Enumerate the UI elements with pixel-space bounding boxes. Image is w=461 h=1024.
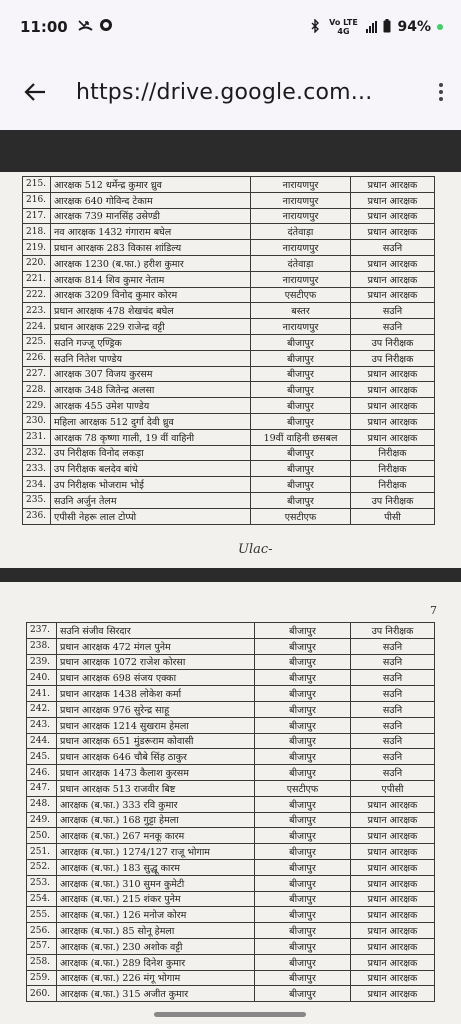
employee-name-cell: सउनि नितेश पाण्डेय [51,350,251,366]
serial-number-cell: 230. [23,413,51,429]
current-posting-cell: बीजापुर [251,413,351,429]
document-page-7 [0,582,461,1024]
page-separator [0,568,461,582]
table-row [27,986,435,1002]
table-row [23,413,435,429]
serial-number-cell: 238. [27,638,57,654]
employee-name-cell: आरक्षक (ब.फा.) 267 मनकू कारम [57,828,255,844]
employee-name-cell: आरक्षक (ब.फा.) 183 सुद्धू कारम [57,859,255,875]
employee-name-cell: आरक्षक (ब.फा.) 310 सुमन कुमेटी [57,875,255,891]
serial-number-cell: 241. [27,686,57,702]
table-row [27,749,435,765]
serial-number-cell: 248. [27,796,57,812]
current-posting-cell: एसटीएफ [251,287,351,303]
bluetooth-icon [311,19,320,36]
new-rank-cell: सउनि [351,749,435,765]
current-posting-cell: बीजापुर [255,828,351,844]
browser-url-bar [0,54,461,130]
serial-number-cell: 252. [27,859,57,875]
new-rank-cell: प्रधान आरक्षक [351,192,435,208]
current-posting-cell: बीजापुर [251,445,351,461]
network-label: Vo LTE 4G [329,18,358,36]
table-row [27,701,435,717]
table-row [27,717,435,733]
current-posting-cell: बीजापुर [251,398,351,414]
page-number: 7 [430,604,437,617]
table-row [27,686,435,702]
battery-icon [383,19,391,36]
serial-number-cell: 237. [27,623,57,639]
employee-name-cell: आरक्षक (ब.फा.) 215 शंकर पुनेम [57,891,255,907]
new-rank-cell: प्रधान आरक्षक [351,429,435,445]
table-row [27,733,435,749]
employee-name-cell: आरक्षक 348 जितेन्द्र अलसा [51,382,251,398]
current-posting-cell: बीजापुर [255,749,351,765]
serial-number-cell: 221. [23,271,51,287]
serial-number-cell: 242. [27,701,57,717]
new-rank-cell: सउनि [351,303,435,319]
table-row [23,366,435,382]
employee-name-cell: सउनि गज्जू एण्ड्रिक [51,334,251,350]
serial-number-cell: 240. [27,670,57,686]
current-posting-cell: 19वीं वाहिनी छसबल [251,429,351,445]
table-row [27,938,435,954]
employee-name-cell: प्रधान आरक्षक 976 सुरेन्द्र साहू [57,701,255,717]
employee-name-cell: आरक्षक (ब.फा.) 126 मनोज कोरम [57,907,255,923]
serial-number-cell: 253. [27,875,57,891]
employee-name-cell: आरक्षक (ब.फा.) 1274/127 राजू भोगाम [57,844,255,860]
employee-name-cell: उप निरीक्षक बलदेव बांधे [51,461,251,477]
serial-number-cell: 219. [23,240,51,256]
new-rank-cell: सउनि [351,717,435,733]
table-row [27,812,435,828]
current-posting-cell: नारायणपुर [251,208,351,224]
table-row [23,208,435,224]
new-rank-cell: प्रधान आरक्षक [351,954,435,970]
new-rank-cell: प्रधान आरक्षक [351,986,435,1002]
serial-number-cell: 258. [27,954,57,970]
table-row [23,382,435,398]
table-row [23,319,435,335]
current-posting-cell: दंतेवाड़ा [251,255,351,271]
current-posting-cell: एसटीएफ [251,508,351,524]
employee-name-cell: प्रधान आरक्षक 651 मुंडरूराम कोवासी [57,733,255,749]
current-posting-cell: नारायणपुर [251,271,351,287]
current-posting-cell: बीजापुर [255,654,351,670]
table-row [27,891,435,907]
employee-name-cell: प्रधान आरक्षक 1438 लोकेश कर्मा [57,686,255,702]
new-rank-cell: निरीक्षक [351,477,435,493]
table-row [27,844,435,860]
current-posting-cell: बीजापुर [251,382,351,398]
serial-number-cell: 223. [23,303,51,319]
employee-name-cell: आरक्षक 814 शिव कुमार नेताम [51,271,251,287]
table-row [27,923,435,939]
serial-number-cell: 247. [27,780,57,796]
new-rank-cell: प्रधान आरक्षक [351,812,435,828]
employee-name-cell: सउनि अर्जुन तेलम [51,492,251,508]
new-rank-cell: प्रधान आरक्षक [351,366,435,382]
table-row [23,287,435,303]
table-row [27,670,435,686]
employee-name-cell: महिला आरक्षक 512 दुर्गा देवी ध्रुव [51,413,251,429]
employee-name-cell: प्रधान आरक्षक 229 राजेन्द्र वट्टी [51,319,251,335]
employee-name-cell: सउनि संजीव सिरदार [57,623,255,639]
new-rank-cell: प्रधान आरक्षक [351,224,435,240]
employee-name-cell: आरक्षक (ब.फा.) 333 रवि कुमार [57,796,255,812]
new-rank-cell: पीसी [351,508,435,524]
serial-number-cell: 229. [23,398,51,414]
table-row [27,970,435,986]
serial-number-cell: 215. [23,177,51,193]
employee-name-cell: नव आरक्षक 1432 गंगाराम बघेल [51,224,251,240]
new-rank-cell: सउनि [351,319,435,335]
current-posting-cell: बीजापुर [255,923,351,939]
employee-name-cell: आरक्षक 512 धर्मेन्द्र कुमार ध्रुव [51,177,251,193]
current-posting-cell: बीजापुर [255,954,351,970]
table-row [27,875,435,891]
new-rank-cell: प्रधान आरक्षक [351,382,435,398]
employee-name-cell: प्रधान आरक्षक 478 शेखचंद बघेल [51,303,251,319]
notification-icons [78,18,113,36]
transfer-table-page-6 [22,176,435,525]
table-row [27,765,435,781]
employee-name-cell: आरक्षक (ब.फा.) 315 अजीत कुमार [57,986,255,1002]
current-posting-cell: बीजापुर [255,970,351,986]
current-posting-cell: नारायणपुर [251,192,351,208]
serial-number-cell: 249. [27,812,57,828]
new-rank-cell: प्रधान आरक्षक [351,287,435,303]
table-row [23,492,435,508]
current-posting-cell: बीजापुर [251,461,351,477]
table-row [27,828,435,844]
table-row [27,654,435,670]
current-posting-cell: बीजापुर [251,366,351,382]
serial-number-cell: 250. [27,828,57,844]
signal-icon [366,21,377,33]
serial-number-cell: 217. [23,208,51,224]
new-rank-cell: प्रधान आरक्षक [351,177,435,193]
table-row [27,623,435,639]
current-posting-cell: बीजापुर [255,623,351,639]
system-status [311,18,443,36]
back-button[interactable] [20,77,50,107]
status-time: 11:00 [20,18,68,36]
employee-name-cell: आरक्षक 3209 विनोद कुमार कोरम [51,287,251,303]
arrow-left-icon [24,82,46,102]
table-row [23,224,435,240]
current-posting-cell: बीजापुर [255,875,351,891]
employee-name-cell: प्रधान आरक्षक 1473 कैलाश कुरसम [57,765,255,781]
employee-name-cell: आरक्षक (ब.फा.) 226 मंगू भोगाम [57,970,255,986]
viewer-toolbar-band [0,130,461,172]
serial-number-cell: 259. [27,970,57,986]
current-posting-cell: बीजापुर [255,891,351,907]
employee-name-cell: प्रधान आरक्षक 1072 राजेश कोरसा [57,654,255,670]
new-rank-cell: सउनि [351,733,435,749]
employee-name-cell: प्रधान आरक्षक 1214 सुखराम हेमला [57,717,255,733]
employee-name-cell: प्रधान आरक्षक 283 विकास शांडिल्य [51,240,251,256]
new-rank-cell: प्रधान आरक्षक [351,796,435,812]
current-posting-cell: बीजापुर [255,733,351,749]
employee-name-cell: आरक्षक 455 उमेश पाण्डेय [51,398,251,414]
current-posting-cell: बीजापुर [251,334,351,350]
table-row [23,477,435,493]
current-posting-cell: बीजापुर [251,350,351,366]
table-row [27,796,435,812]
employee-name-cell: प्रधान आरक्षक 513 राजवीर बिष्ट [57,780,255,796]
table-row [23,177,435,193]
new-rank-cell: प्रधान आरक्षक [351,208,435,224]
more-options-button[interactable] [431,77,451,107]
current-posting-cell: एसटीएफ [255,780,351,796]
table-row [23,429,435,445]
missed-call-icon [78,19,93,36]
employee-name-cell: प्रधान आरक्षक 472 मंगल पुनेम [57,638,255,654]
transfer-table-page-7 [26,622,435,1002]
current-posting-cell: बीजापुर [255,986,351,1002]
serial-number-cell: 228. [23,382,51,398]
serial-number-cell: 220. [23,255,51,271]
new-rank-cell: उप निरीक्षक [351,492,435,508]
serial-number-cell: 233. [23,461,51,477]
new-rank-cell: एपीसी [351,780,435,796]
serial-number-cell: 257. [27,938,57,954]
serial-number-cell: 243. [27,717,57,733]
new-rank-cell: प्रधान आरक्षक [351,938,435,954]
serial-number-cell: 222. [23,287,51,303]
employee-name-cell: आरक्षक (ब.फा.) 85 सोनू हेमला [57,923,255,939]
employee-name-cell: प्रधान आरक्षक 646 चौबे सिंह ठाकुर [57,749,255,765]
status-bar [0,0,461,54]
home-gesture-bar[interactable] [154,1012,306,1017]
table-row [27,907,435,923]
new-rank-cell: प्रधान आरक्षक [351,907,435,923]
new-rank-cell: प्रधान आरक्षक [351,271,435,287]
current-posting-cell: बीजापुर [255,765,351,781]
table-row [23,445,435,461]
new-rank-cell: सउनि [351,686,435,702]
current-posting-cell: बीजापुर [255,686,351,702]
new-rank-cell: निरीक्षक [351,461,435,477]
new-rank-cell: प्रधान आरक्षक [351,923,435,939]
serial-number-cell: 227. [23,366,51,382]
employee-name-cell: आरक्षक 307 विजय कुरसम [51,366,251,382]
serial-number-cell: 260. [27,986,57,1002]
new-rank-cell: सउनि [351,670,435,686]
employee-name-cell: आरक्षक 78 कृष्णा गाली, 19 वीं वाहिनी [51,429,251,445]
new-rank-cell: प्रधान आरक्षक [351,970,435,986]
employee-name-cell: आरक्षक (ब.फा.) 230 अशोक वट्टी [57,938,255,954]
current-posting-cell: दंतेवाड़ा [251,224,351,240]
current-posting-cell: बीजापुर [255,638,351,654]
table-row [23,192,435,208]
current-posting-cell: बीजापुर [255,812,351,828]
employee-name-cell: एपीसी नेहरू लाल टोप्पो [51,508,251,524]
table-row [23,508,435,524]
whatsapp-icon [99,18,113,36]
employee-name-cell: आरक्षक 640 गोविन्द टेकाम [51,192,251,208]
new-rank-cell: सउनि [351,638,435,654]
employee-name-cell: आरक्षक (ब.फा.) 289 दिनेश कुमार [57,954,255,970]
new-rank-cell: उप निरीक्षक [351,334,435,350]
serial-number-cell: 246. [27,765,57,781]
table-row [23,240,435,256]
serial-number-cell: 232. [23,445,51,461]
current-posting-cell: बीजापुर [255,907,351,923]
battery-percent: 94% [397,19,431,35]
privacy-indicator-icon [437,24,443,30]
current-posting-cell: बीजापुर [255,938,351,954]
new-rank-cell: सउनि [351,240,435,256]
serial-number-cell: 244. [27,733,57,749]
employee-name-cell: आरक्षक (ब.फा.) 168 गुट्टा हेमला [57,812,255,828]
current-posting-cell: नारायणपुर [251,319,351,335]
url-text[interactable]: https://drive.google.com... [76,79,373,105]
serial-number-cell: 216. [23,192,51,208]
new-rank-cell: उप निरीक्षक [351,623,435,639]
current-posting-cell: बीजापुर [255,859,351,875]
serial-number-cell: 251. [27,844,57,860]
table-row [23,255,435,271]
new-rank-cell: प्रधान आरक्षक [351,398,435,414]
current-posting-cell: बीजापुर [255,717,351,733]
table-row [27,859,435,875]
new-rank-cell: प्रधान आरक्षक [351,828,435,844]
serial-number-cell: 255. [27,907,57,923]
serial-number-cell: 245. [27,749,57,765]
new-rank-cell: प्रधान आरक्षक [351,875,435,891]
serial-number-cell: 236. [23,508,51,524]
new-rank-cell: प्रधान आरक्षक [351,844,435,860]
serial-number-cell: 226. [23,350,51,366]
serial-number-cell: 224. [23,319,51,335]
current-posting-cell: बीजापुर [255,844,351,860]
current-posting-cell: बीजापुर [255,701,351,717]
current-posting-cell: बीजापुर [255,670,351,686]
serial-number-cell: 218. [23,224,51,240]
new-rank-cell: सउनि [351,654,435,670]
serial-number-cell: 235. [23,492,51,508]
new-rank-cell: उप निरीक्षक [351,350,435,366]
table-row [23,350,435,366]
serial-number-cell: 239. [27,654,57,670]
current-posting-cell: बीजापुर [251,477,351,493]
current-posting-cell: नारायणपुर [251,177,351,193]
employee-name-cell: आरक्षक 739 मानसिंह उसेण्डी [51,208,251,224]
table-row [23,461,435,477]
table-row [27,954,435,970]
serial-number-cell: 256. [27,923,57,939]
current-posting-cell: बीजापुर [251,492,351,508]
employee-name-cell: प्रधान आरक्षक 698 संजय एक्का [57,670,255,686]
employee-name-cell: आरक्षक 1230 (ब.फा.) हरीश कुमार [51,255,251,271]
serial-number-cell: 234. [23,477,51,493]
new-rank-cell: सउनि [351,701,435,717]
new-rank-cell: प्रधान आरक्षक [351,255,435,271]
serial-number-cell: 231. [23,429,51,445]
serial-number-cell: 254. [27,891,57,907]
employee-name-cell: उप निरीक्षक भोजराम भोई [51,477,251,493]
current-posting-cell: बीजापुर [255,796,351,812]
new-rank-cell: प्रधान आरक्षक [351,891,435,907]
new-rank-cell: सउनि [351,765,435,781]
table-row [27,780,435,796]
table-row [23,398,435,414]
new-rank-cell: प्रधान आरक्षक [351,413,435,429]
table-row [23,271,435,287]
new-rank-cell: प्रधान आरक्षक [351,859,435,875]
current-posting-cell: नारायणपुर [251,240,351,256]
document-page-6 [0,172,461,568]
table-row [23,334,435,350]
table-row [27,638,435,654]
serial-number-cell: 225. [23,334,51,350]
new-rank-cell: निरीक्षक [351,445,435,461]
signature: Ulac- [238,542,273,557]
current-posting-cell: बस्तर [251,303,351,319]
table-row [23,303,435,319]
employee-name-cell: उप निरीक्षक विनोद लकड़ा [51,445,251,461]
